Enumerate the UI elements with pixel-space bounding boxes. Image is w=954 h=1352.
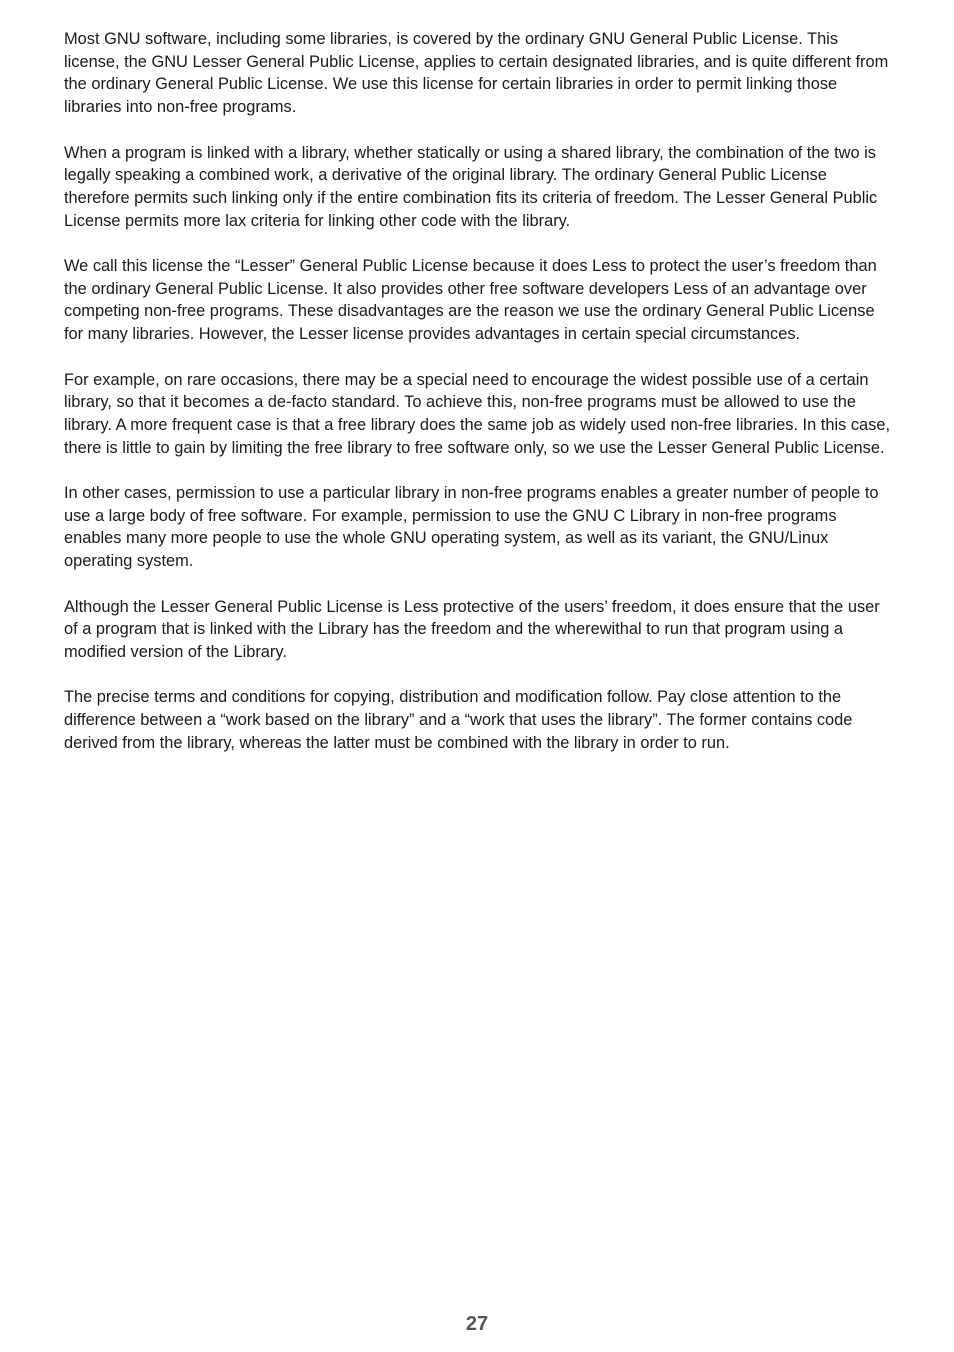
paragraph-3: We call this license the “Lesser” General Public License because it does Less to protect the user’s freedom than the ordinary General Public License. It also provides other free software developers Less of an advantage over competing non-free programs. These disadvantages are the reason we use the ordinary General Public License for many libraries. However, the Lesser license provides advantages in certain special circumstances.	[64, 257, 877, 344]
paragraph-2: When a program is linked with a library, whether statically or using a shared library, the combination of the two is legally speaking a combined work, a derivative of the original library. The ordinary General Public License therefore permits such linking only if the entire combination fits its criteria of freedom. The Lesser General Public License permits more lax criteria for linking other code with the library.	[64, 143, 878, 230]
paragraph-5: In other cases, permission to use a particular library in non-free programs enables a greater number of people to use a large body of free software. For example, permission to use the GNU C Library in non-free programs enables many more people to use the whole GNU operating system, as well as its variant, the GNU/Linux operating system.	[64, 484, 879, 571]
paragraph-1: Most GNU software, including some libraries, is covered by the ordinary GNU General Public License. This license, the GNU Lesser General Public License, applies to certain designated libraries, and is quite different from the ordinary General Public License. We use this license for certain libraries in order to permit linking those libraries into non-free programs.	[64, 30, 889, 117]
paragraph-6: Although the Lesser General Public License is Less protective of the users’ freedom, it does ensure that the user of a program that is linked with the Library has the freedom and the wherewithal to run that program using a modified version of the Library.	[64, 597, 880, 661]
paragraph-7: The precise terms and conditions for copying, distribution and modification follow. Pay close attention to the difference between a “work based on the library” and a “work that uses the library”. The former contains code derived from the library, whereas the latter must be combined with the library in order to run.	[64, 688, 853, 752]
document-body	[64, 28, 890, 777]
paragraph-4: For example, on rare occasions, there may be a special need to encourage the widest possible use of a certain library, so that it becomes a de-facto standard. To achieve this, non-free programs must be allowed to use the library. A more frequent case is that a free library does the same job as widely used non-free libraries. In this case, there is little to gain by limiting the free library to free software only, so we use the Lesser General Public License.	[64, 370, 891, 457]
page-number: 27	[465, 1313, 489, 1335]
